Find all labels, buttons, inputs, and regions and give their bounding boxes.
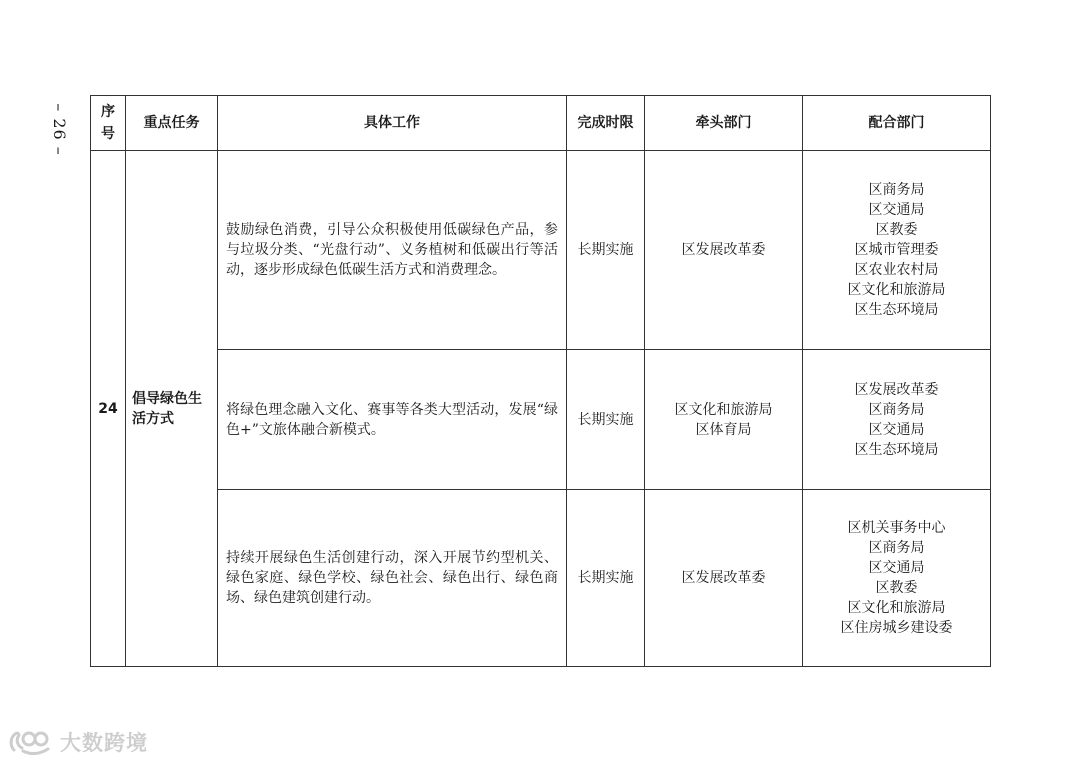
- lead-dept: 区体育局: [695, 421, 752, 438]
- coop-dept: 区机关事务中心: [847, 520, 946, 536]
- cell-work: 持续开展绿色生活创建行动，深入开展节约型机关、绿色家庭、绿色学校、绿色社会、绿色出行、绿色商场、绿色建筑创建行动。: [218, 490, 567, 667]
- coop-dept: 区商务局: [868, 182, 925, 198]
- header-work: 具体工作: [218, 96, 567, 151]
- coop-dept: 区交通局: [868, 421, 925, 438]
- coop-dept: 区发展改革委: [854, 381, 939, 398]
- watermark: [8, 727, 148, 757]
- lead-dept: 区文化和旅游局: [674, 401, 773, 418]
- cell-task: 倡导绿色生活方式: [126, 151, 218, 667]
- coop-dept: 区交通局: [868, 560, 925, 576]
- table-row: [91, 490, 991, 667]
- header-task: 重点任务: [126, 96, 218, 151]
- cell-deadline: 长期实施: [567, 350, 645, 490]
- cell-deadline: 长期实施: [567, 490, 645, 667]
- cell-coop: [803, 350, 991, 490]
- cell-lead: [645, 350, 803, 490]
- coop-dept: 区交通局: [868, 202, 925, 218]
- cell-work: 鼓励绿色消费，引导公众积极使用低碳绿色产品，参与垃圾分类、“光盘行动”、义务植树和低碳出行等活动，逐步形成绿色低碳生活方式和消费理念。: [218, 151, 567, 350]
- page-number: [44, 97, 74, 161]
- header-lead: 牵头部门: [645, 96, 803, 151]
- lead-dept: 区发展改革委: [681, 570, 766, 586]
- header-seq-line1: 序: [101, 104, 115, 120]
- cell-lead: [645, 151, 803, 350]
- watermark-text: 大数跨境: [60, 731, 148, 755]
- task-table: [90, 95, 991, 667]
- cell-coop: [803, 151, 991, 350]
- page-number-text: – 26 –: [49, 102, 69, 156]
- watermark-logo-icon: [8, 728, 54, 756]
- coop-dept: 区生态环境局: [854, 302, 939, 318]
- cell-work: 将绿色理念融入文化、赛事等各类大型活动，发展“绿色+”文旅体融合新模式。: [218, 350, 567, 490]
- cell-deadline: 长期实施: [567, 151, 645, 350]
- table-header-row: [91, 96, 991, 151]
- cell-seq: 24: [91, 151, 126, 667]
- cell-coop: [803, 490, 991, 667]
- coop-dept: 区教委: [875, 580, 918, 596]
- coop-dept: 区文化和旅游局: [847, 282, 946, 298]
- coop-dept: 区住房城乡建设委: [840, 620, 953, 636]
- cell-lead: [645, 490, 803, 667]
- coop-dept: 区农业农村局: [854, 262, 939, 278]
- table-row: [91, 350, 991, 490]
- header-coop: 配合部门: [803, 96, 991, 151]
- table-row: [91, 151, 991, 350]
- coop-dept: 区文化和旅游局: [847, 600, 946, 616]
- coop-dept: 区生态环境局: [854, 441, 939, 458]
- header-deadline: 完成时限: [567, 96, 645, 151]
- coop-dept: 区商务局: [868, 540, 925, 556]
- lead-dept: 区发展改革委: [681, 242, 766, 258]
- coop-dept: 区商务局: [868, 401, 925, 418]
- header-seq: [91, 96, 126, 151]
- coop-dept: 区城市管理委: [854, 242, 939, 258]
- header-seq-line2: 号: [101, 126, 115, 142]
- coop-dept: 区教委: [875, 222, 918, 238]
